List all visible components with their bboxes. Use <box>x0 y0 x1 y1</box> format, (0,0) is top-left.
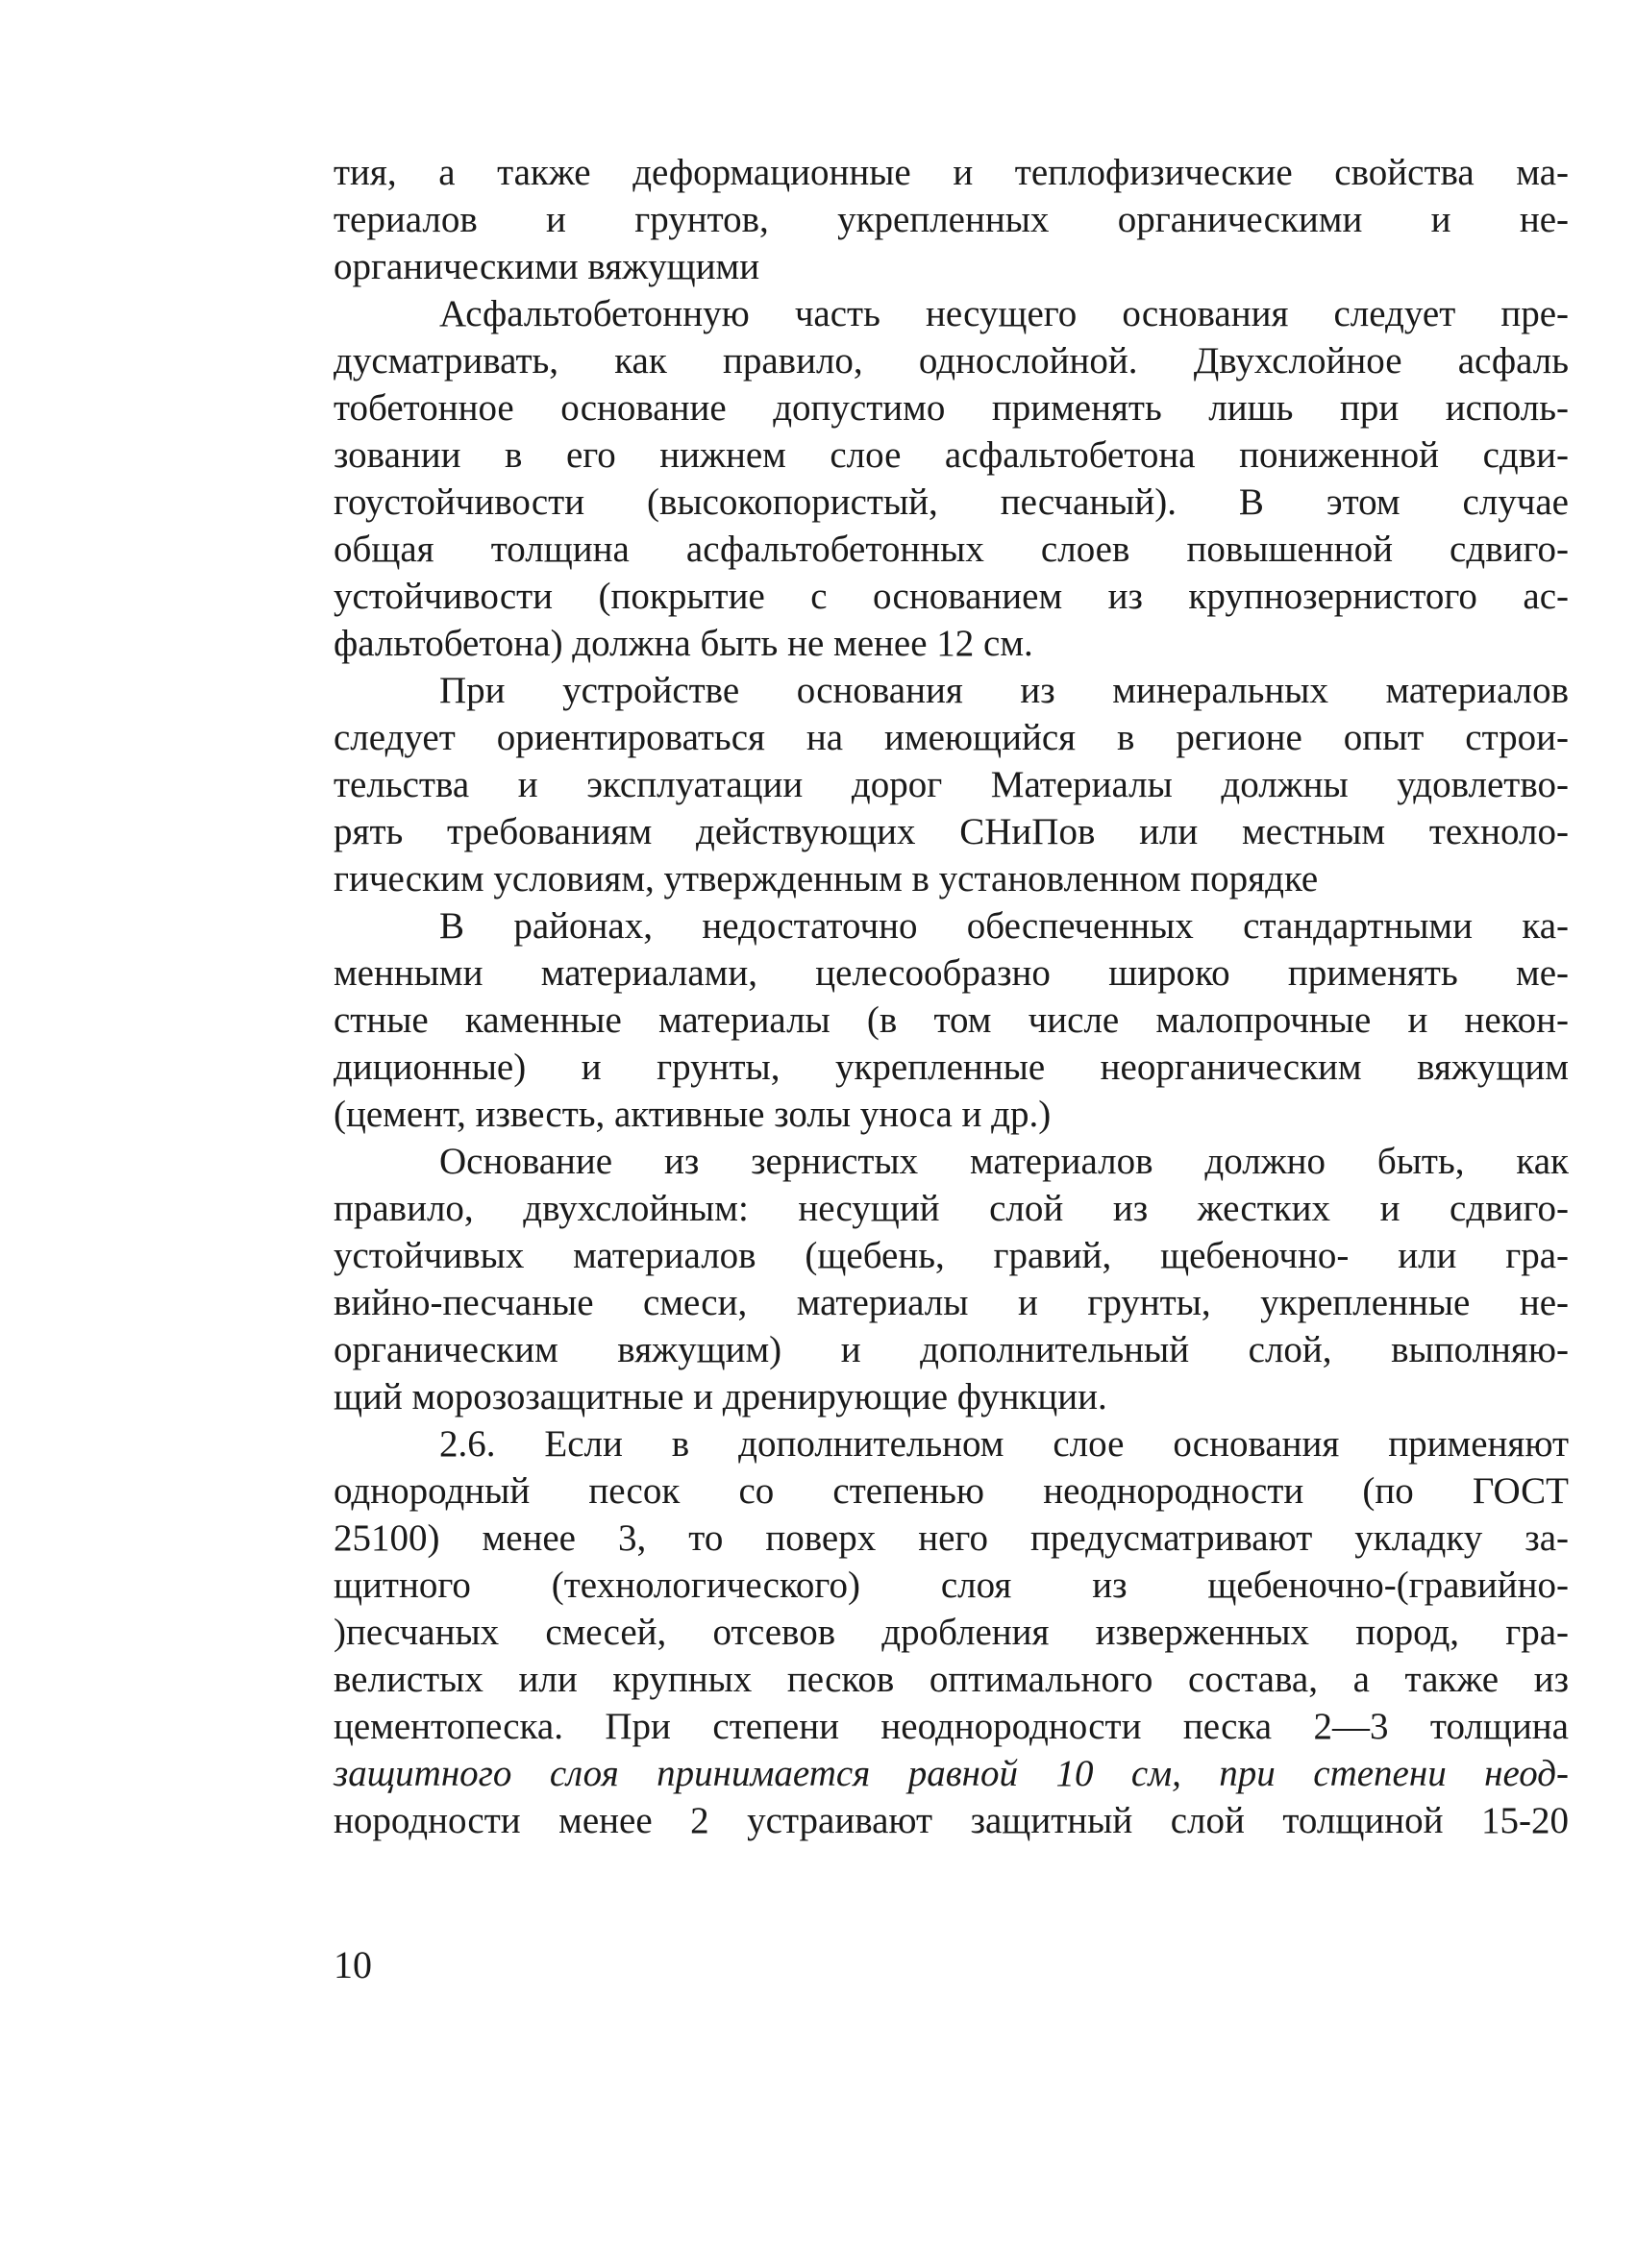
text-line: дусматривать, как правило, однослойной. Двухслойное асфаль <box>334 340 1569 382</box>
text-line: диционные) и грунты, укрепленные неорганическим вяжущим <box>334 1047 1569 1088</box>
page-number: 10 <box>334 1943 372 1986</box>
text-line: стные каменные материалы (в том числе малопрочные и некон- <box>334 999 1569 1041</box>
text-column <box>334 149 1569 1844</box>
paragraph-4 <box>334 902 1569 1138</box>
text-line: гическим условиям, утвержденным в установленном порядке <box>334 858 1319 900</box>
paragraph-5 <box>334 1138 1569 1420</box>
text-line: 2.6. Если в дополнительном слое основания применяют <box>439 1423 1569 1465</box>
text-line: следует ориентироваться на имеющийся в регионе опыт строи- <box>334 717 1569 758</box>
text-line: гоустойчивости (высокопористый, песчаный). В этом случае <box>334 481 1569 523</box>
text-line: При устройстве основания из минеральных материалов <box>439 670 1569 711</box>
paragraph-1 <box>334 149 1569 290</box>
text-line: рять требованиям действующих СНиПов или местным техноло- <box>334 811 1569 852</box>
text-line: )песчаных смесей, отсевов дробления изверженных пород, гра- <box>334 1612 1569 1653</box>
text-line: (цемент, известь, активные золы уноса и др.) <box>334 1094 1052 1135</box>
text-line: Основание из зернистых материалов должно быть, как <box>439 1141 1569 1182</box>
text-line: устойчивых материалов (щебень, гравий, щебеночно- или гра- <box>334 1235 1569 1276</box>
text-line: защитного слоя принимается равной 10 см, при степени неод- <box>334 1753 1569 1794</box>
text-line: общая толщина асфальтобетонных слоев повышенной сдвиго- <box>334 529 1569 570</box>
text-line: В районах, недостаточно обеспеченных стандартными ка- <box>439 905 1569 947</box>
text-line: менными материалами, целесообразно широко применять ме- <box>334 952 1569 994</box>
text-line: органическим вяжущим) и дополнительный слой, выполняю- <box>334 1329 1569 1370</box>
text-line: щитного (технологического) слоя из щебеночно-(гравийно- <box>334 1565 1569 1606</box>
text-line: териалов и грунтов, укрепленных органическими и не- <box>334 199 1569 240</box>
text-line: однородный песок со степенью неоднородности (по ГОСТ <box>334 1470 1569 1512</box>
text-line: фальтобетона) должна быть не менее 12 см. <box>334 623 1033 664</box>
text-line: устойчивости (покрытие с основанием из крупнозернистого ас- <box>334 576 1569 617</box>
paragraph-2 <box>334 290 1569 667</box>
text-line: правило, двухслойным: несущий слой из жестких и сдвиго- <box>334 1188 1569 1229</box>
text-line: вийно-песчаные смеси, материалы и грунты, укрепленные не- <box>334 1282 1569 1323</box>
text-line: нородности менее 2 устраивают защитный слой толщиной 15-20 <box>334 1800 1569 1841</box>
text-line: тобетонное основание допустимо применять лишь при исполь- <box>334 387 1569 429</box>
text-line: цементопеска. При степени неоднородности песка 2—3 толщина <box>334 1706 1569 1747</box>
text-line: тельства и эксплуатации дорог Материалы должны удовлетво- <box>334 764 1569 805</box>
text-line: 25100) менее 3, то поверх него предусматривают укладку за- <box>334 1517 1569 1559</box>
text-line: органическими вяжущими <box>334 246 760 287</box>
text-line: велистых или крупных песков оптимального состава, а также из <box>334 1659 1569 1700</box>
text-line: зовании в его нижнем слое асфальтобетона пониженной сдви- <box>334 434 1569 476</box>
paragraph-6 <box>334 1420 1569 1844</box>
paragraph-3 <box>334 667 1569 902</box>
text-line: тия, а также деформационные и теплофизические свойства ма- <box>334 152 1569 193</box>
text-line: щий морозозащитные и дренирующие функции. <box>334 1376 1107 1418</box>
text-line: Асфальтобетонную часть несущего основания следует пре- <box>439 293 1569 334</box>
